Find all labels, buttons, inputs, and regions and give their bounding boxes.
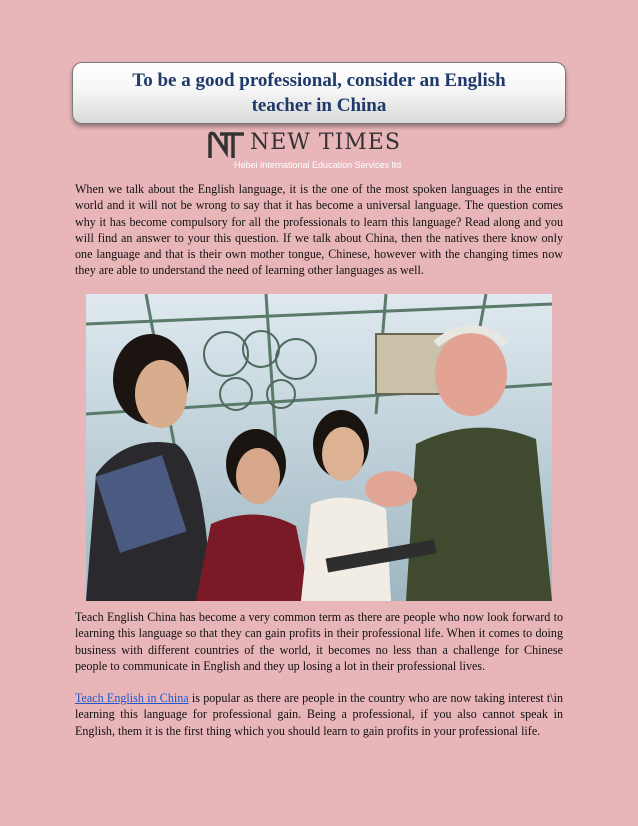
company-logo	[200, 128, 440, 172]
body-paragraph-3	[75, 690, 563, 739]
body-paragraph-2: Teach English China has become a very common term as there are people who now look forward to learning this language so that they can gain profits in their professional life. When it comes to doing business with different countries of the world, it becomes no less than a challenge for Chinese people to communicate in English and they up losing a lot in their professional lives.	[75, 610, 563, 673]
title-line-1: To be a good professional, consider an English	[132, 70, 506, 91]
teach-english-link[interactable]: Teach English in China	[75, 691, 189, 705]
logo-name: NEW TIMES	[250, 130, 401, 155]
photo-illustration	[86, 294, 552, 601]
title-box	[72, 62, 566, 124]
title-line-2: teacher in China	[251, 95, 387, 116]
nt-logo-icon	[206, 130, 246, 160]
paragraph-3-text: is popular as there are people in the country who are now taking interest t\in learning this language for professional gain. Being a professional, if you also cannot speak in English, them it is the first thing which you should learn to gain profits in your professional life.	[75, 691, 563, 738]
logo-tagline: Hebei International Education Services ltd	[234, 160, 402, 170]
intro-paragraph: When we talk about the English language, it is the one of the most spoken languages in the entire world and it will not be wrong to say that it has become a universal language. The question comes why it has become compulsory for all the professionals to learn this language? Read along and you will find an answer to your this question. If we talk about China, then the natives there know only one language and that is their own mother tongue, Chinese, however with the changing times now they are able to understand the need of learning other languages as well.	[75, 182, 563, 278]
classroom-photo	[86, 294, 552, 601]
